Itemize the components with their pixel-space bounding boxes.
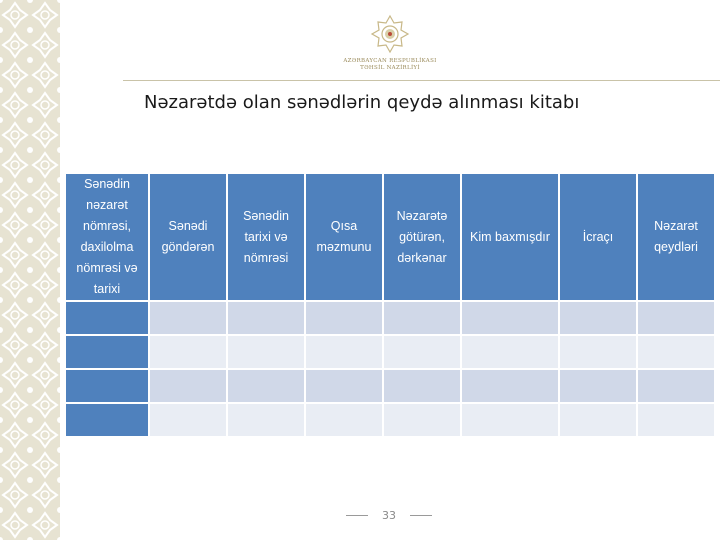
table-cell [228, 336, 304, 368]
table-row [66, 302, 714, 334]
table-cell [638, 404, 714, 436]
page-number: 33 [382, 508, 396, 522]
table-cell [638, 336, 714, 368]
table-cell [638, 370, 714, 402]
table-cell [306, 404, 382, 436]
header-controller: Nəzarətə götürən, dərkənar [384, 174, 460, 300]
table-cell [384, 404, 460, 436]
table-cell [150, 336, 226, 368]
table-cell [306, 370, 382, 402]
table-cell [150, 302, 226, 334]
title-divider [123, 80, 720, 81]
table-cell [384, 302, 460, 334]
table-cell [462, 370, 558, 402]
table-cell [560, 336, 636, 368]
table-cell [66, 336, 148, 368]
org-name-line2: TƏHSİL NAZİRLİYİ [360, 65, 420, 71]
header-control-number: Sənədin nəzarət nömrəsi, daxilolma nömrəsi və tarixi [66, 174, 148, 300]
org-name-line1: AZƏRBAYCAN RESPUBLİKASI [343, 58, 437, 64]
emblem-icon [370, 14, 410, 54]
table-cell [150, 370, 226, 402]
header-sender: Sənədi göndərən [150, 174, 226, 300]
table-row [66, 404, 714, 436]
table-cell [228, 302, 304, 334]
table-cell [560, 370, 636, 402]
table-cell [66, 404, 148, 436]
table-cell [66, 302, 148, 334]
table-cell [228, 370, 304, 402]
decorative-side-pattern [0, 0, 60, 540]
table-cell [66, 370, 148, 402]
ministry-logo [340, 14, 440, 72]
table-cell [462, 404, 558, 436]
header-document-date: Sənədin tarixi və nömrəsi [228, 174, 304, 300]
table-cell [638, 302, 714, 334]
header-control-notes: Nəzarət qeydləri [638, 174, 714, 300]
table-row [66, 336, 714, 368]
table-row [66, 370, 714, 402]
register-table [64, 172, 716, 438]
table-cell [462, 302, 558, 334]
table-cell [384, 370, 460, 402]
table-cell [384, 336, 460, 368]
table-cell [560, 302, 636, 334]
table-cell [560, 404, 636, 436]
table-cell [462, 336, 558, 368]
page-title: Nəzarətdə olan sənədlərin qeydə alınması kitabı [144, 92, 580, 113]
table-header-row [66, 174, 714, 300]
header-executor: İcraçı [560, 174, 636, 300]
header-summary: Qısa məzmunu [306, 174, 382, 300]
table-cell [228, 404, 304, 436]
footer-dash-right [410, 515, 432, 516]
header-reviewed-by: Kim baxmışdır [462, 174, 558, 300]
table-cell [306, 302, 382, 334]
footer-dash-left [346, 515, 368, 516]
table-cell [150, 404, 226, 436]
table-cell [306, 336, 382, 368]
page-footer [346, 507, 432, 523]
